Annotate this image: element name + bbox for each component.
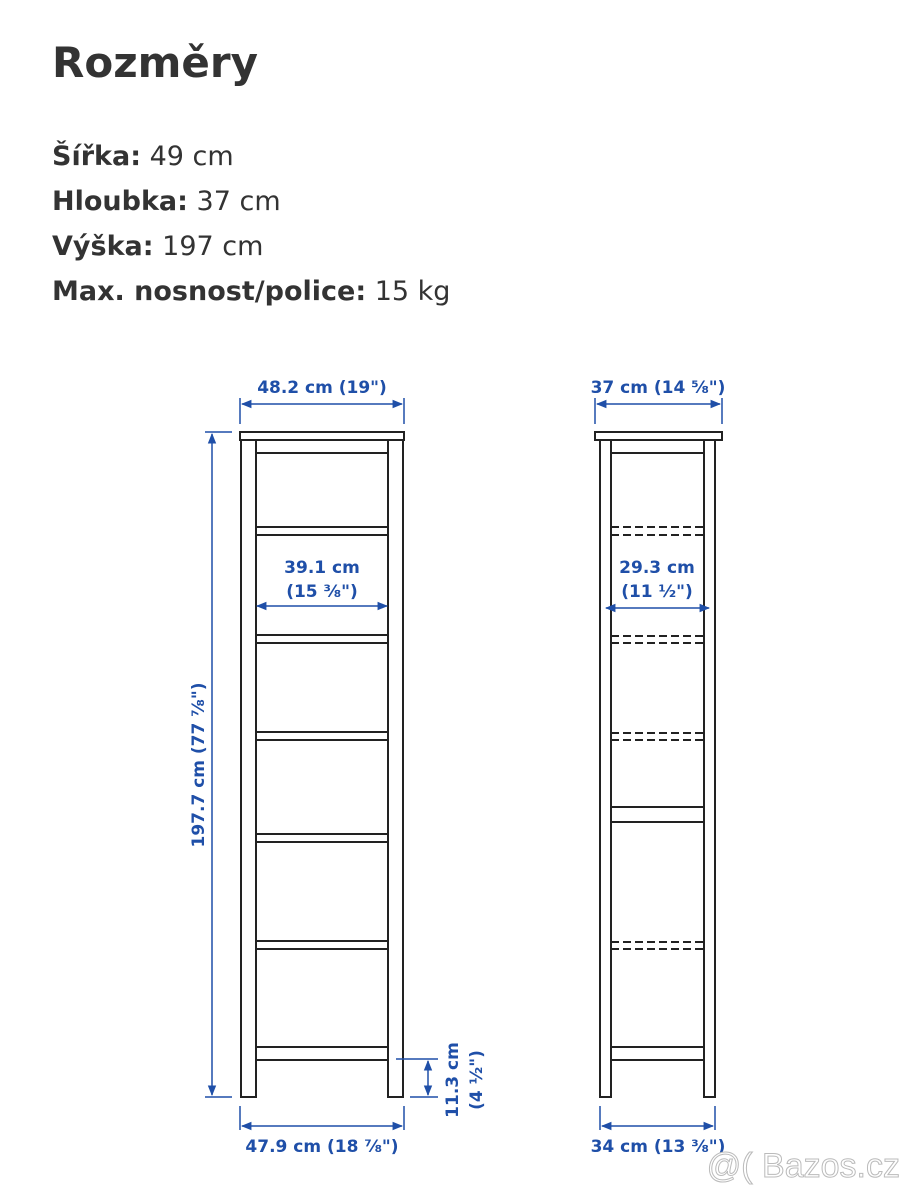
side-top-depth-label: 37 cm (14 ⅝") — [590, 378, 726, 398]
front-height-label: 197.7 cm (77 ⅞") — [189, 682, 209, 848]
page-title: Rozměry — [52, 38, 258, 87]
side-dimensions — [595, 398, 722, 1130]
side-inner-depth-cm-label: 29.3 cm — [619, 558, 695, 578]
side-inner-depth-in-label: (11 ½") — [621, 582, 693, 602]
spec-height: Výška: 197 cm — [52, 231, 264, 262]
front-view-bookcase — [240, 432, 404, 1097]
front-inner-width-in-label: (15 ⅜") — [286, 582, 358, 602]
front-inner-width-cm-label: 39.1 cm — [284, 558, 360, 578]
side-view-bookcase — [595, 432, 722, 1097]
spec-width: Šířka: 49 cm — [52, 141, 234, 172]
spec-max-load: Max. nosnost/police: 15 kg — [52, 276, 451, 307]
spec-depth: Hloubka: 37 cm — [52, 186, 281, 217]
watermark: @( Bazos.cz — [706, 1147, 900, 1185]
leg-height-cm-label: 11.3 cm — [443, 1042, 463, 1118]
front-bottom-width-label: 47.9 cm (18 ⅞") — [245, 1137, 399, 1157]
side-bottom-depth-label: 34 cm (13 ⅜") — [590, 1137, 726, 1157]
leg-height-in-label: (4 ½") — [467, 1050, 487, 1110]
front-top-width-label: 48.2 cm (19") — [257, 378, 387, 398]
